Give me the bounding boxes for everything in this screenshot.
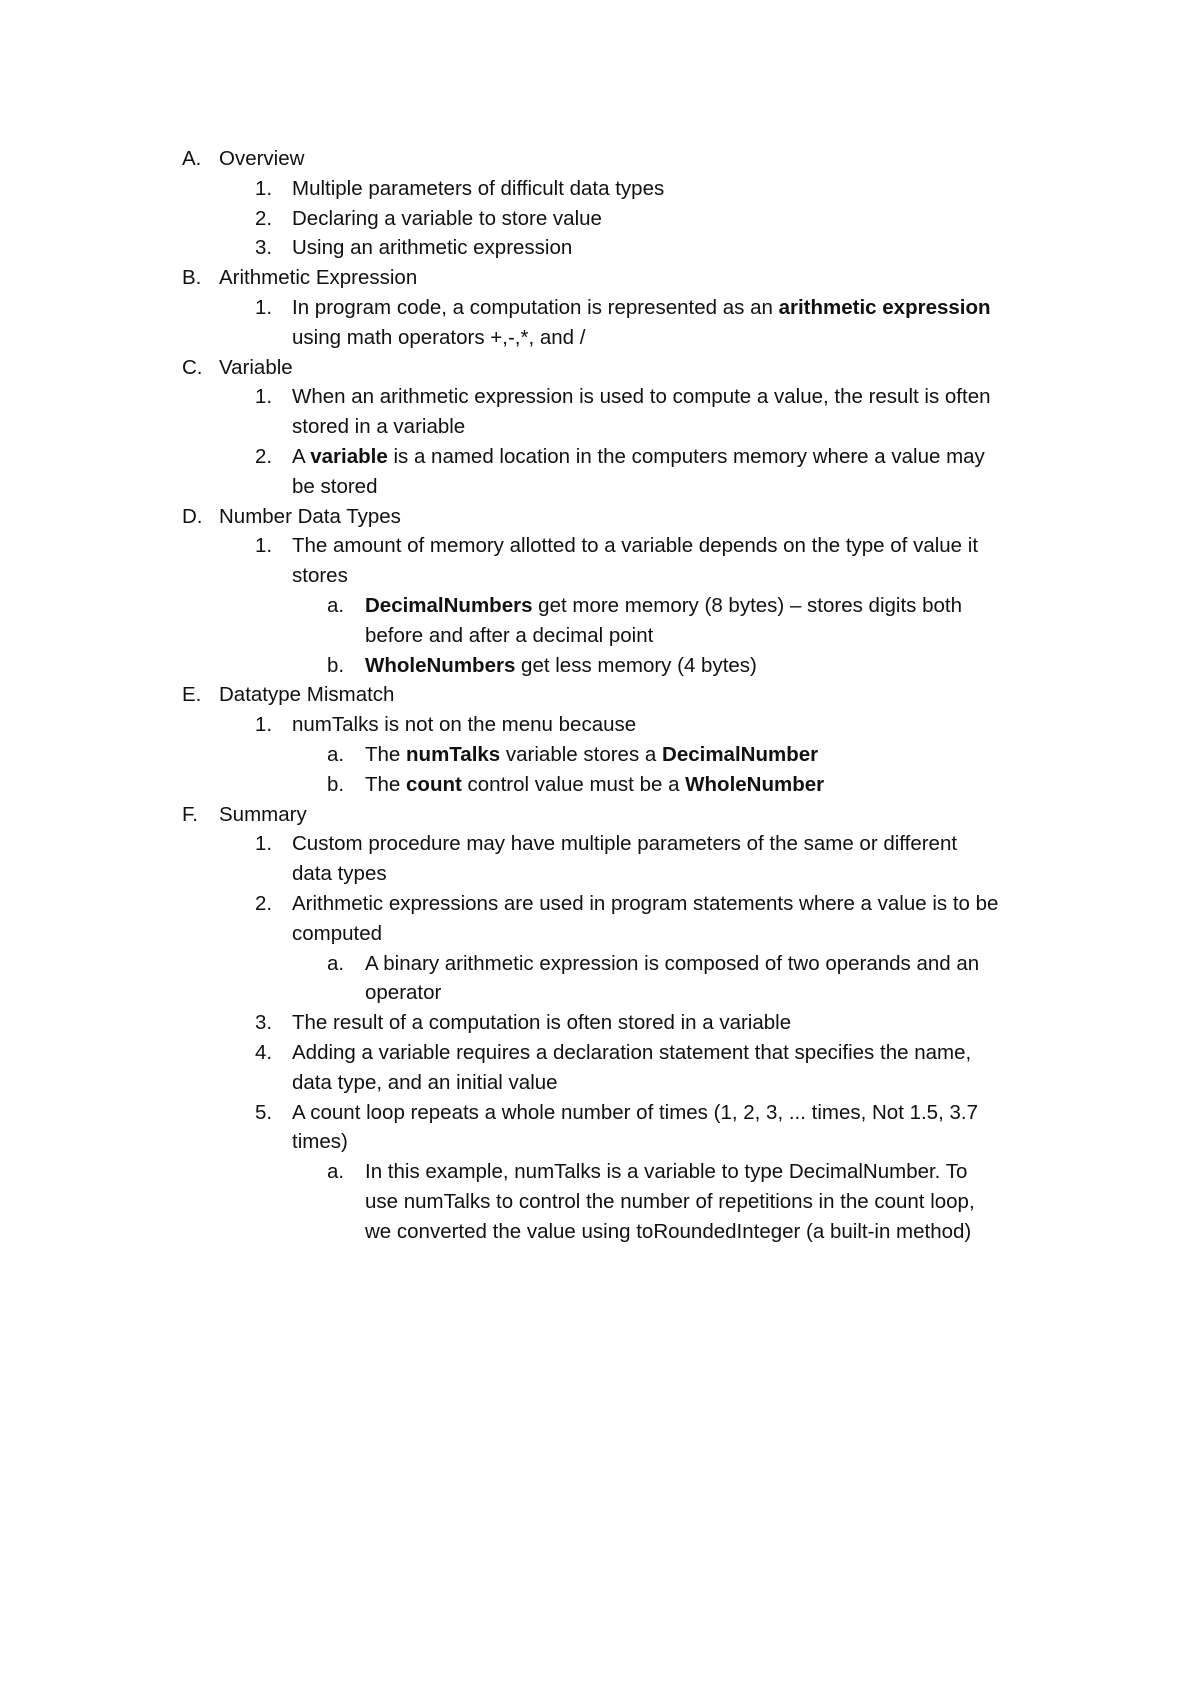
text-run: The result of a computation is often stored in a variable (292, 1011, 792, 1035)
list-item-marker: 1. (255, 176, 273, 200)
list-item-line (292, 382, 991, 411)
bold-term: arithmetic expression (778, 296, 991, 319)
list-item-marker: 1. (255, 385, 273, 409)
text-run: A binary arithmetic expression is composed of two operands and an (365, 951, 980, 975)
text-run: get less memory (4 bytes) (515, 653, 757, 677)
list-item-line (292, 889, 998, 918)
list-item-marker: 4. (255, 1041, 273, 1064)
section-heading (219, 502, 401, 531)
text-run: Overview (219, 147, 305, 170)
text-run: computed (292, 921, 383, 945)
text-run: Summary (219, 802, 307, 826)
list-item-line (292, 561, 348, 590)
sub-list-item-line (365, 621, 653, 650)
text-run: A (292, 445, 311, 468)
sub-list-item-marker: a. (327, 1160, 345, 1184)
sub-list-item-marker: a. (327, 594, 345, 617)
text-run: Custom procedure may have multiple parameters of the same or different (292, 832, 958, 856)
text-run: control value must be a (461, 772, 686, 796)
sub-list-item-line (365, 1157, 967, 1186)
text-run: we converted the value using toRoundedInteger (a built-in method) (365, 1219, 972, 1243)
list-item-line (292, 531, 978, 560)
list-item-marker: 1. (255, 832, 273, 856)
bold-term: variable (310, 445, 388, 468)
section-marker: B. (182, 266, 202, 290)
list-item-marker: 1. (255, 296, 273, 319)
text-run: before and after a decimal point (365, 623, 654, 647)
section-heading (219, 144, 304, 173)
list-item-marker: 3. (255, 236, 273, 260)
text-run: use numTalks to control the number of repetitions in the count loop, (365, 1190, 975, 1213)
list-item-line (292, 233, 572, 262)
sub-list-item-line (365, 949, 979, 978)
list-item-line (292, 204, 602, 233)
list-item-line (292, 472, 377, 501)
sub-list-item-line (365, 651, 757, 680)
text-run: Arithmetic Expression (219, 266, 418, 290)
list-item-line (292, 412, 465, 441)
sub-list-item-line (365, 770, 824, 799)
list-item-line (292, 1127, 348, 1156)
list-item-marker: 1. (255, 713, 273, 737)
text-run: Arithmetic expressions are used in program statements where a value is to be (292, 892, 999, 915)
text-run: operator (365, 981, 442, 1005)
text-run: A count loop repeats a whole number of times (1, 2, 3, ... times, Not 1.5, 3.7 (292, 1100, 978, 1124)
text-run: stores (292, 564, 348, 588)
text-run: In program code, a computation is represented as an (292, 296, 779, 319)
text-run: using math operators +,-,*, and / (292, 325, 586, 349)
text-run: Adding a variable requires a declaration statement that specifies the name, (292, 1041, 972, 1064)
list-item-line (292, 1068, 558, 1097)
bold-term: numTalks (406, 743, 501, 766)
text-run: be stored (292, 474, 378, 498)
section-marker: D. (182, 504, 203, 528)
section-marker: F. (182, 802, 198, 826)
sub-list-item-line (365, 978, 441, 1007)
sub-list-item-marker: b. (327, 772, 345, 796)
list-item-line (292, 1098, 978, 1127)
list-item-marker: 2. (255, 206, 273, 230)
sub-list-item-line (365, 740, 818, 769)
list-item-line (292, 919, 382, 948)
text-run: Variable (219, 355, 293, 379)
text-run: Multiple parameters of difficult data types (292, 176, 665, 200)
section-marker: C. (182, 355, 203, 379)
sub-list-item-marker: a. (327, 951, 345, 975)
text-run: When an arithmetic expression is used to compute a value, the result is often (292, 385, 991, 409)
list-item-line (292, 710, 636, 739)
list-item-marker: 3. (255, 1011, 273, 1035)
list-item-line (292, 1008, 791, 1037)
sub-list-item-line (365, 1217, 971, 1246)
text-run: Datatype Mismatch (219, 683, 395, 707)
section-heading (219, 800, 307, 829)
section-heading (219, 680, 394, 709)
text-run: The (365, 772, 407, 796)
section-heading (219, 263, 417, 292)
list-item-line (292, 829, 957, 858)
text-run: times) (292, 1130, 348, 1154)
text-run: Using an arithmetic expression (292, 236, 573, 260)
bold-term: count (406, 772, 462, 796)
sub-list-item-line (365, 1187, 975, 1216)
text-run: The amount of memory allotted to a variable depends on the type of value it (292, 534, 979, 558)
sub-list-item-marker: a. (327, 743, 345, 766)
list-item-marker: 1. (255, 534, 273, 558)
list-item-line (292, 293, 991, 322)
text-run: The (365, 743, 407, 766)
list-item-line (292, 442, 985, 471)
list-item-line (292, 323, 585, 352)
section-marker: A. (182, 147, 202, 170)
text-run: Number Data Types (219, 504, 401, 528)
bold-term: DecimalNumbers (365, 594, 533, 617)
list-item-marker: 5. (255, 1100, 273, 1124)
list-item-line (292, 859, 387, 888)
list-item-line (292, 1038, 971, 1067)
text-run: get more memory (8 bytes) – stores digits both (532, 594, 963, 617)
sub-list-item-marker: b. (327, 653, 345, 677)
section-heading (219, 353, 293, 382)
sub-list-item-line (365, 591, 962, 620)
text-run: variable stores a (500, 743, 663, 766)
text-run: numTalks is not on the menu because (292, 713, 637, 737)
text-run: In this example, numTalks is a variable to type DecimalNumber. To (365, 1160, 968, 1184)
list-item-line (292, 174, 664, 203)
text-run: data types (292, 862, 387, 886)
text-run: is a named location in the computers memory where a value may (387, 445, 985, 468)
text-run: Declaring a variable to store value (292, 206, 602, 230)
text-run: stored in a variable (292, 415, 466, 439)
section-marker: E. (182, 683, 202, 707)
bold-term: WholeNumbers (365, 653, 516, 677)
text-run: data type, and an initial value (292, 1070, 558, 1094)
list-item-marker: 2. (255, 892, 273, 915)
bold-term: DecimalNumber (662, 743, 819, 766)
bold-term: WholeNumber (685, 772, 825, 796)
list-item-marker: 2. (255, 445, 273, 468)
